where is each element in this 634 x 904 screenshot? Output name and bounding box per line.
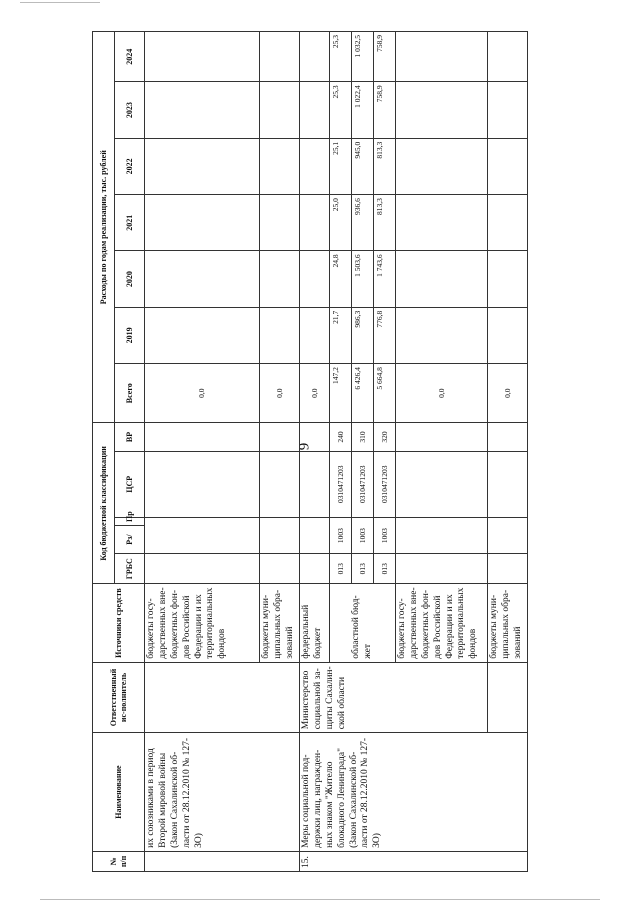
csr-cell: 0310471203 [374,451,396,517]
header-executor: Ответственный ис-полнитель [93,662,145,732]
row-15-source-federal: федеральный бюджет [300,584,330,662]
year-2019-cell: 986,3 [352,307,374,363]
total-cell: 5 664,8 [374,364,396,423]
vr-cell: 240 [330,423,352,451]
year-2020-cell: 1 503,6 [352,251,374,307]
header-source: Источники средств [93,584,145,662]
row-15-executor: Министерство социальной за-щиты Сахалин-ской области [300,662,488,732]
header-grbs: ГРБС [115,554,145,584]
rzpr-cell: 1003 [330,517,352,553]
year-2023-cell: 758,9 [374,82,396,138]
page-number: 9 [296,442,313,451]
header-budget-code: Код бюджетной классификации [93,423,115,584]
grbs-cell: 013 [374,554,396,584]
vr-cell: 310 [352,423,374,451]
row-15-source-municipal: бюджеты муни-ципальных обра-зований [488,584,528,662]
budget-table-rotated [92,31,523,872]
header-year-2023: 2023 [115,82,145,138]
scan-artifact-bottom [40,899,600,900]
header-vr: ВР [115,423,145,451]
header-year-2019: 2019 [115,307,145,363]
year-2019-cell: 776,8 [374,307,396,363]
year-2019-cell: 21,7 [330,307,352,363]
row-15-total-municipal: 0,0 [488,364,528,423]
header-pr: Пр [115,517,145,525]
rzpr-cell: 1003 [374,517,396,553]
total-cell: 147,2 [330,364,352,423]
header-total: Всего [115,364,145,423]
row-a-source-municipal: бюджеты муни-ципальных обра-зований [260,584,300,662]
header-year-2021: 2021 [115,195,145,251]
header-expenses: Расходы по годам реализации, тыс. рублей [93,32,115,423]
budget-table [92,31,528,872]
header-no: № п/п [93,851,145,871]
row-a-source-extrabudget: бюджеты госу-дарственных вне-бюджетных фон-дов Российской Федерации и их территориальных фондов [145,584,260,662]
year-2023-cell: 25,3 [330,82,352,138]
year-2023-cell: 1 022,4 [352,82,374,138]
year-2021-cell: 813,3 [374,195,396,251]
row-15-total-federal: 0,0 [300,364,330,423]
table-row [145,32,260,872]
year-2022-cell: 945,0 [352,138,374,194]
year-2021-cell: 936,6 [352,195,374,251]
rzpr-cell: 1003 [352,517,374,553]
year-2022-cell: 813,3 [374,138,396,194]
header-rz: Рз/ [115,526,145,554]
row-15-no: 15. [300,851,528,871]
header-name: Наименование [93,733,145,852]
row-a-name: их союзниками в период Второй мировой войны (Закон Сахалинской об-ласти от 28.12.2010 № 127-ЗО) [145,733,300,852]
row-a-total-municipal: 0,0 [260,364,300,423]
vr-cell: 320 [374,423,396,451]
row-a-total-extrabudget: 0,0 [145,364,260,423]
row-a-no [145,851,300,871]
header-year-2020: 2020 [115,251,145,307]
year-2020-cell: 24,8 [330,251,352,307]
row-15-total-extrabudget: 0,0 [396,364,488,423]
year-2020-cell: 1 743,6 [374,251,396,307]
year-2024-cell: 758,9 [374,32,396,82]
table-row [300,32,330,872]
row-15-source-extrabudget: бюджеты госу-дарственных вне-бюджетных фон-дов Российской Федерации и их территориальных фондов [396,584,488,662]
csr-cell: 0310471203 [330,451,352,517]
total-cell: 6 426,4 [352,364,374,423]
header-csr: ЦСР [115,451,145,517]
header-year-2022: 2022 [115,138,145,194]
year-2021-cell: 25,0 [330,195,352,251]
header-year-2024: 2024 [115,32,145,82]
year-2024-cell: 25,3 [330,32,352,82]
row-a-executor [145,662,300,732]
row-15-source-regional: областной бюд-жет [330,584,396,662]
grbs-cell: 013 [330,554,352,584]
year-2022-cell: 25,1 [330,138,352,194]
csr-cell: 0310471203 [352,451,374,517]
year-2024-cell: 1 032,5 [352,32,374,82]
row-15-name: Меры социальной под-держки лиц, награжден-ных знаком "Жителю блокадного Ленинграда" (Закон Сахалинской об-ласти от 28.12.2010 № 127-ЗО) [300,733,528,852]
scan-artifact-top [20,2,100,3]
row-15-executor-empty [488,662,528,732]
grbs-cell: 013 [352,554,374,584]
